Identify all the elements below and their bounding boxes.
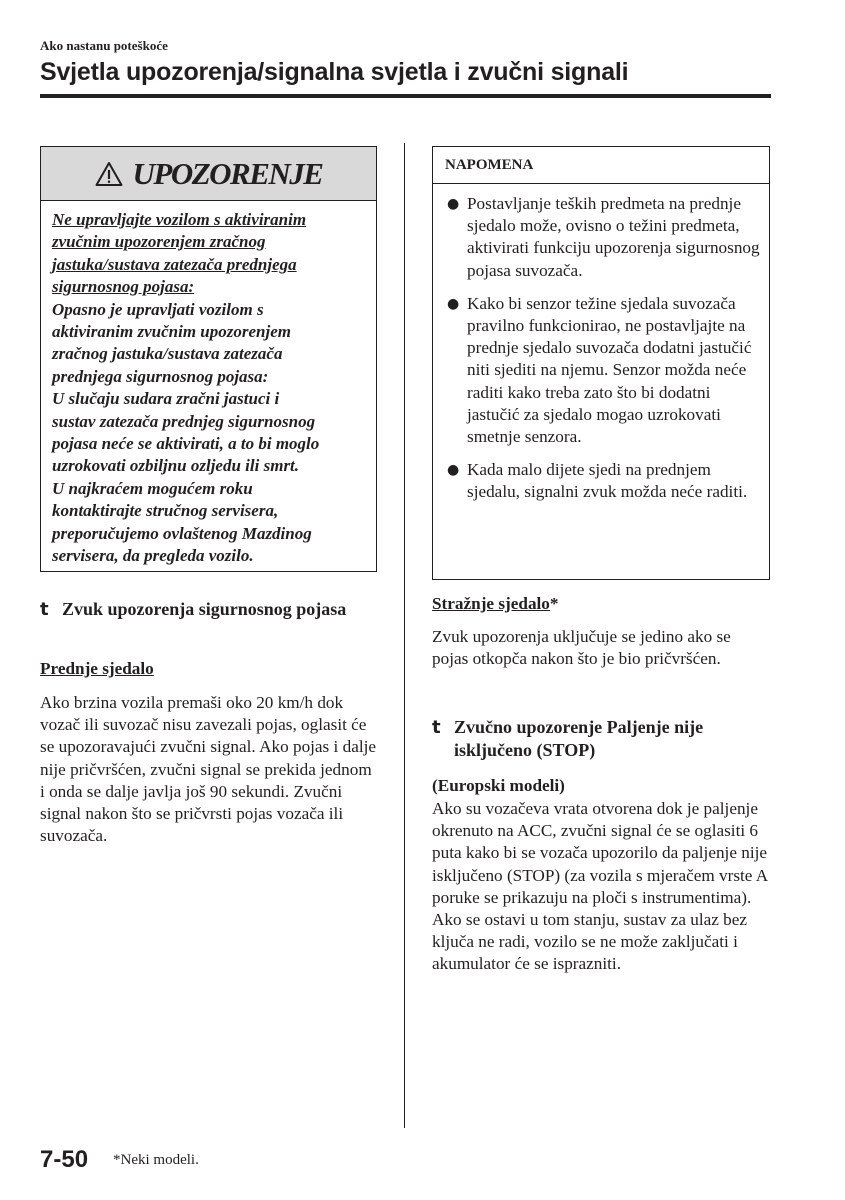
rear-subheading-line [432, 594, 559, 614]
paragraph: Ako su vozačeva vrata otvorena dok je paljenje okrenuto na ACC, zvučni signal će se oglasiti 6 puta kako bi se vozača upozorilo da paljenje nije isključeno (STOP) (za vozila s mjeračem vrste A poruke se prikazuju na ploči s instrumentima). Ako se ostavi u tom stanju, sustav za ulaz bez ključa ne radi, vozilo se ne može zaključati i akumulator će se isprazniti. [432, 799, 768, 974]
section-tag: Ako nastanu poteškoće [40, 38, 168, 53]
warning-underlined-line: jastuka/sustava zatezača prednjega [52, 254, 297, 274]
heading-text: Zvučno upozorenje Paljenje nije isključeno (STOP) [454, 717, 704, 760]
bullet-icon: ● [447, 295, 460, 312]
heading-marker: t [40, 599, 49, 620]
warning-line: zračnog jastuka/sustava zatezača [52, 344, 283, 364]
heading-marker: t [432, 717, 441, 738]
heading-text: Zvuk upozorenja sigurnosnog pojasa [62, 599, 347, 619]
list-item [445, 293, 761, 448]
warning-line: pojasa neće se aktivirati, a to bi moglo [52, 434, 320, 454]
models-label: (Europski modeli) [432, 776, 565, 795]
warning-line: uzrokovati ozbiljnu ozljedu ili smrt. [52, 456, 300, 476]
page-title: Svjetla upozorenja/signalna svjetla i zvučni signali [40, 58, 629, 86]
note-list [433, 184, 769, 504]
warning-underlined-line: Ne upravljajte vozilom s aktiviranim [52, 210, 307, 229]
warning-line: prednjega sigurnosnog pojasa: [52, 366, 269, 386]
subheading: Prednje sjedalo [40, 659, 154, 678]
title-rule [40, 94, 771, 98]
warning-box [40, 146, 377, 572]
warning-header [41, 147, 376, 201]
warning-line: aktiviranim zvučnim upozorenjem [52, 322, 291, 342]
warning-line: Opasno je upravljati vozilom s [52, 299, 264, 319]
warning-body [41, 201, 376, 568]
warning-line: preporučujemo ovlaštenog Mazdinog [52, 523, 312, 543]
warning-title: UPOZORENJE [132, 155, 323, 191]
asterisk-mark: * [549, 594, 559, 613]
subheading: Stražnje sjedalo [432, 594, 550, 613]
warning-underlined-line: sigurnosnog pojasa: [52, 277, 195, 297]
warning-line: sustav zatezača prednjeg sigurnosnog [52, 411, 316, 431]
warning-line: U slučaju sudara zračni jastuci i [52, 389, 280, 409]
paragraph: Zvuk upozorenja uključuje se jedino ako se pojas otkopča nakon što je bio pričvršćen. [432, 627, 731, 669]
bullet-icon: ● [447, 196, 460, 212]
note-box [432, 146, 770, 580]
warning-line: kontaktirajte stručnog servisera, [52, 501, 279, 521]
section-heading [40, 598, 370, 621]
warning-line: U najkraćem mogućem roku [52, 478, 253, 498]
section-heading [432, 716, 772, 762]
warning-underlined-line: zvučnim upozorenjem zračnog [52, 232, 266, 252]
note-item-text: Postavljanje teških predmeta na prednje sjedalo može, ovisno o težini predmeta, aktivirati funkciju upozorenja sigurnosnog pojasa suvozača. [467, 194, 760, 280]
footnote: *Neki modeli. [113, 1152, 199, 1168]
column-divider [404, 143, 405, 1128]
list-item [445, 193, 761, 282]
list-item [445, 459, 761, 503]
page-number: 7-50 [40, 1146, 89, 1173]
bullet-icon: ● [447, 462, 460, 479]
warning-triangle-icon [95, 161, 123, 187]
note-title: NAPOMENA [433, 147, 769, 184]
note-item-text: Kako bi senzor težine sjedala suvozača pravilno funkcionirao, ne postavljajte na prednje sjedalo suvozača dodatni jastučić niti sjediti na njemu. Senzor možda neće raditi kako treba zato što bi dodatni jastučić za sjedalo mogao uzrokovati smetnje senzora. [467, 293, 752, 447]
paragraph: Ako brzina vozila premaši oko 20 km/h dok vozač ili suvozač nisu zavezali pojas, oglasit će se upozoravajući zvučni signal. Ako pojas i dalje nije pričvršćen, zvučni signal se prekida jednom i onda se dalje javlja još 90 sekundi. Zvučni signal nakon što se pričvrsti pojas vozača ili suvozača. [40, 693, 377, 846]
warning-line: servisera, da pregleda vozilo. [52, 546, 254, 566]
note-item-text: Kada malo dijete sjedi na prednjem sjedalu, signalni zvuk možda neće raditi. [467, 460, 748, 502]
